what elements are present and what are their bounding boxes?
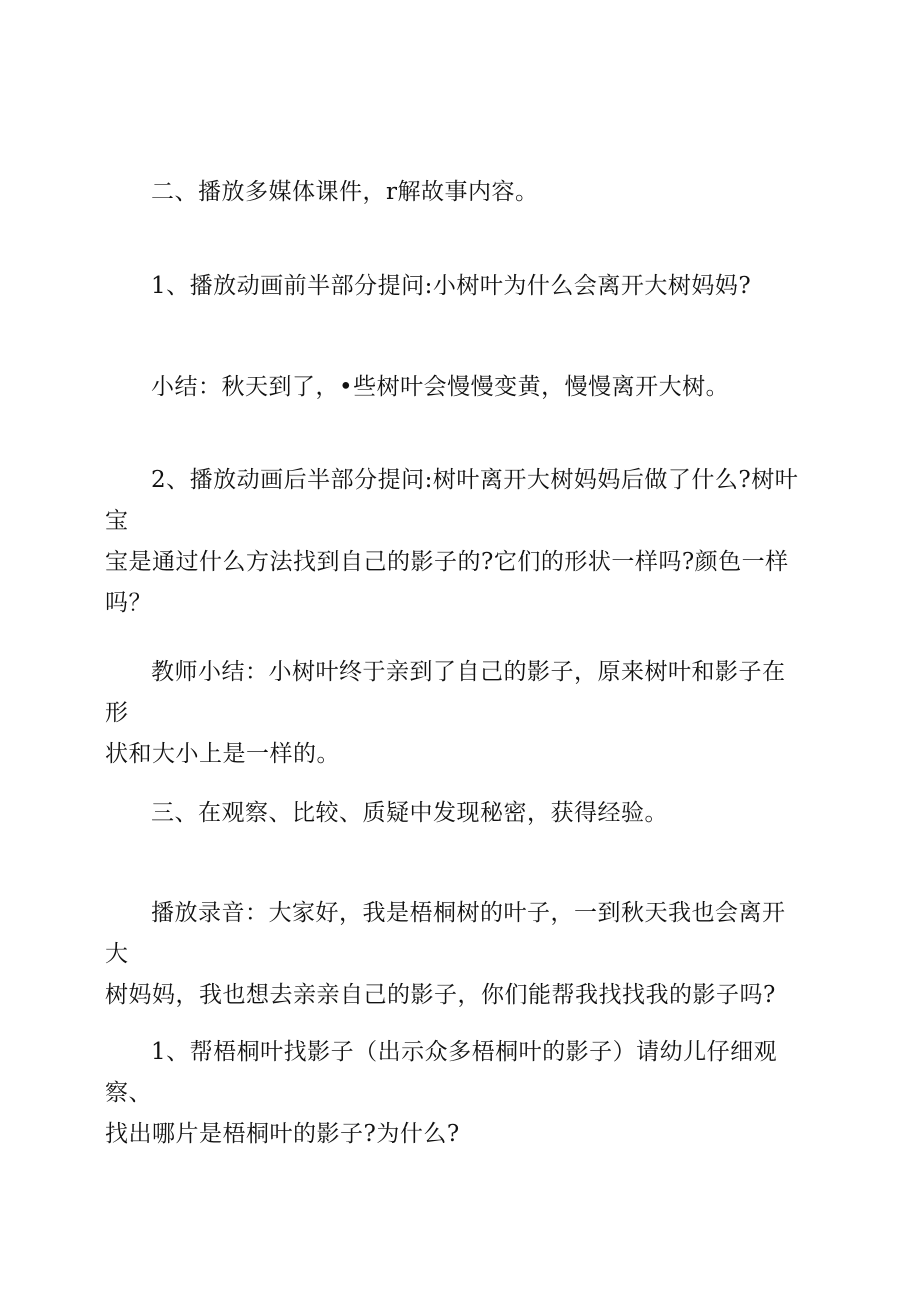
text-line: 教师小结：小树叶终于亲到了自己的影子，原来树叶和影子在形: [105, 659, 786, 726]
paragraph-question-second-half: [105, 460, 805, 624]
text-line: 找出哪片是梧桐叶的影子?为什么?: [105, 1121, 460, 1147]
paragraph-summary-autumn: [105, 367, 805, 408]
text-line: 树妈妈，我也想去亲亲自己的影子，你们能帮我找找我的影子吗?: [105, 982, 776, 1008]
text-line: 1、播放动画前半部分提问:小树叶为什么会离开大树妈妈?: [151, 273, 752, 299]
paragraph-question-first-half: [105, 266, 805, 307]
paragraph-find-shadow: [105, 1032, 805, 1155]
text-line: 播放录音：大家好，我是梧桐树的叶子，一到秋天我也会离开大: [105, 900, 786, 967]
text-line: 吗？: [105, 590, 152, 616]
text-line: 状和大小上是一样的。: [105, 741, 340, 767]
text-line: 三、在观察、比较、质疑中发现秘密，获得经验。: [151, 800, 668, 826]
paragraph-section-two-heading: [105, 172, 805, 213]
text-line: 小结：秋天到了，•些树叶会慢慢变黄，慢慢离开大树。: [151, 374, 730, 400]
text-line: 二、播放多媒体课件，r解故事内容。: [151, 179, 539, 205]
text-line: 2、播放动画后半部分提问:树叶离开大树妈妈后做了什么?树叶宝: [105, 467, 799, 534]
paragraph-recording: [105, 893, 805, 1016]
paragraph-teacher-summary: [105, 652, 805, 775]
text-line: 1、帮梧桐叶找影子（出示众多梧桐叶的影子）请幼儿仔细观察、: [105, 1039, 778, 1106]
paragraph-section-three-heading: [105, 793, 805, 834]
text-line: 宝是通过什么方法找到自己的影子的?它们的形状一样吗?颜色一样: [105, 549, 789, 575]
